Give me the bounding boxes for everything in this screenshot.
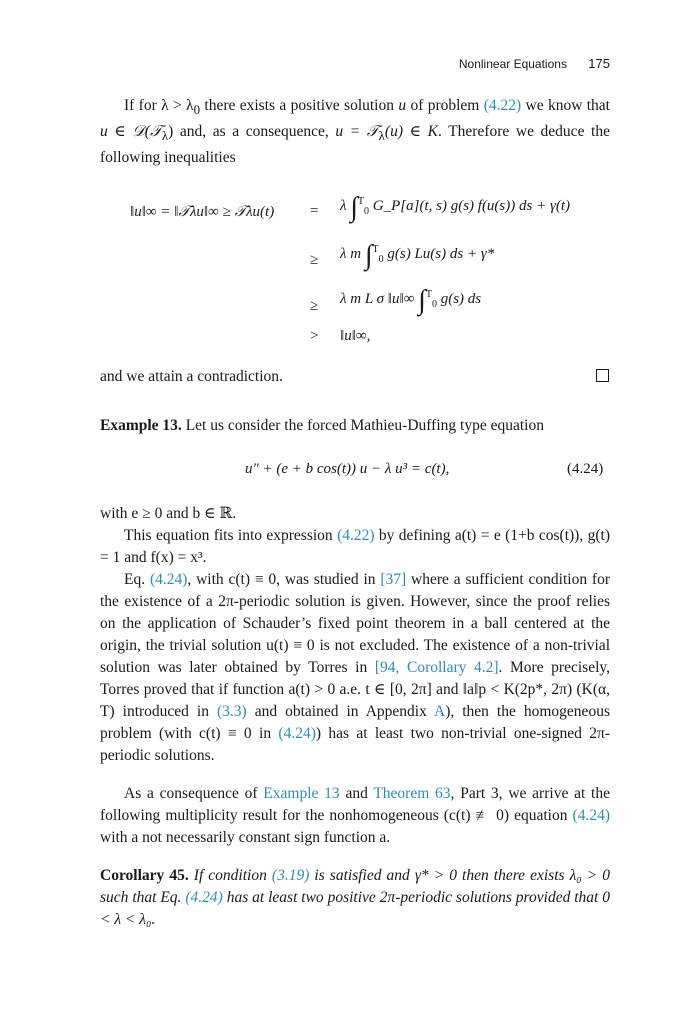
corollary-label: Corollary 45. — [100, 867, 189, 884]
ref-link[interactable]: [94, Corollary 4.2] — [374, 659, 499, 676]
ref-link[interactable]: A — [433, 703, 446, 720]
relation-1: = — [310, 203, 319, 219]
equation-4-24: u″ + (e + b cos(t)) u − λ u³ = c(t), — [245, 461, 450, 477]
paragraph-3: Eq. (4.24), with c(t) ≡ 0, was studied in [37] where a sufficient condition for the existence of a 2π-periodic solution is given. However, since the proof relies on the application of Schauder’s fixed point theorem in a ball centered at the origin, the trivial solution u(t) ≡ 0 is not excluded. The existence of a non-trivial solution was later obtained by Torres in [94, Corollary 4.2]. More precisely, Torres proved that if function a(t) > 0 a.e. t ∈ [0, 2π] and ‖a‖p < K(2p*, 2π) (K(α, T) introduced in (3.3) and obtained in Appendix A), then the homogeneous problem (with c(t) ≡ 0 in (4.24)) has at least two non-trivial one-signed 2π-periodic solutions. — [100, 571, 611, 764]
page-number: 175 — [588, 56, 610, 71]
running-title: Nonlinear Equations — [458, 57, 567, 71]
relation-2: ≥ — [310, 252, 319, 268]
example-label: Example 13. — [100, 417, 182, 434]
ref-link[interactable]: [37] — [380, 571, 407, 588]
inequality-lhs: ‖u‖∞ = ‖𝒯λu‖∞ ≥ 𝒯λu(t) — [130, 204, 275, 220]
with-line: with e ≥ 0 and b ∈ ℝ. — [100, 505, 237, 522]
paragraph-1: If for $\lambda > \lambda_0$ there exists a positive solution u of problem (4.22) we know that u ∈ 𝒟(𝒯$_\lambda$) and, as a consequence, u = 𝒯$_\lambda$(u) ∈ K. Therefore we deduce the following inequalities — [100, 97, 610, 167]
ref-link[interactable]: Theorem 63 — [373, 785, 451, 802]
inequality-row-4: ‖u‖∞, — [340, 328, 371, 344]
paragraph-4: As a consequence of Example 13 and Theorem 63, Part 3, we arrive at the following multiplicity result for the nonhomogeneous (c(t) ≢ 0) equation (4.24) with a not necessarily constant sign function a. — [100, 785, 610, 846]
relation-4: > — [310, 328, 319, 344]
corollary-45: Corollary 45. If condition (3.19) is satisfied and γ* > 0 then there exists λ₀ > 0 such that Eq. (4.24) has at least two positive 2π-periodic solutions provided that 0 < λ < λ₀. — [100, 867, 611, 928]
ref-link[interactable]: (4.22) — [337, 527, 375, 544]
inequality-row-2: λ m ∫$^T_0$ g(s) Lu(s) ds + γ* — [340, 240, 495, 271]
ref-link[interactable]: Example 13 — [263, 785, 340, 802]
contradiction-line: and we attain a contradiction. — [100, 368, 283, 385]
ref-link[interactable]: (4.22) — [483, 97, 522, 114]
running-header — [459, 56, 610, 71]
ref-link[interactable]: (4.24) — [185, 889, 223, 906]
example-13: Example 13. Let us consider the forced Mathieu-Duffing type equation — [100, 417, 544, 434]
ref-link[interactable]: (3.3) — [217, 703, 247, 720]
equation-number: (4.24) — [567, 461, 604, 477]
ref-link[interactable]: (3.19) — [271, 867, 310, 884]
ref-link[interactable]: (4.24) — [149, 571, 188, 588]
paragraph-2: This equation fits into expression (4.22) by defining a(t) = e (1+b cos(t)), g(t) = 1 and f(x) = x³. — [100, 527, 610, 566]
qed-square-icon — [596, 369, 609, 382]
relation-3: ≥ — [310, 298, 319, 314]
inequality-row-3: λ m L σ ‖u‖∞ ∫$^T_0$ g(s) ds — [340, 285, 482, 316]
inequality-row-1: λ ∫$^T_0$ G_P[a](t, s) g(s) f(u(s)) ds + γ(t) — [340, 192, 571, 223]
ref-link[interactable]: (4.24) — [278, 725, 316, 742]
ref-link[interactable]: (4.24) — [572, 807, 610, 824]
